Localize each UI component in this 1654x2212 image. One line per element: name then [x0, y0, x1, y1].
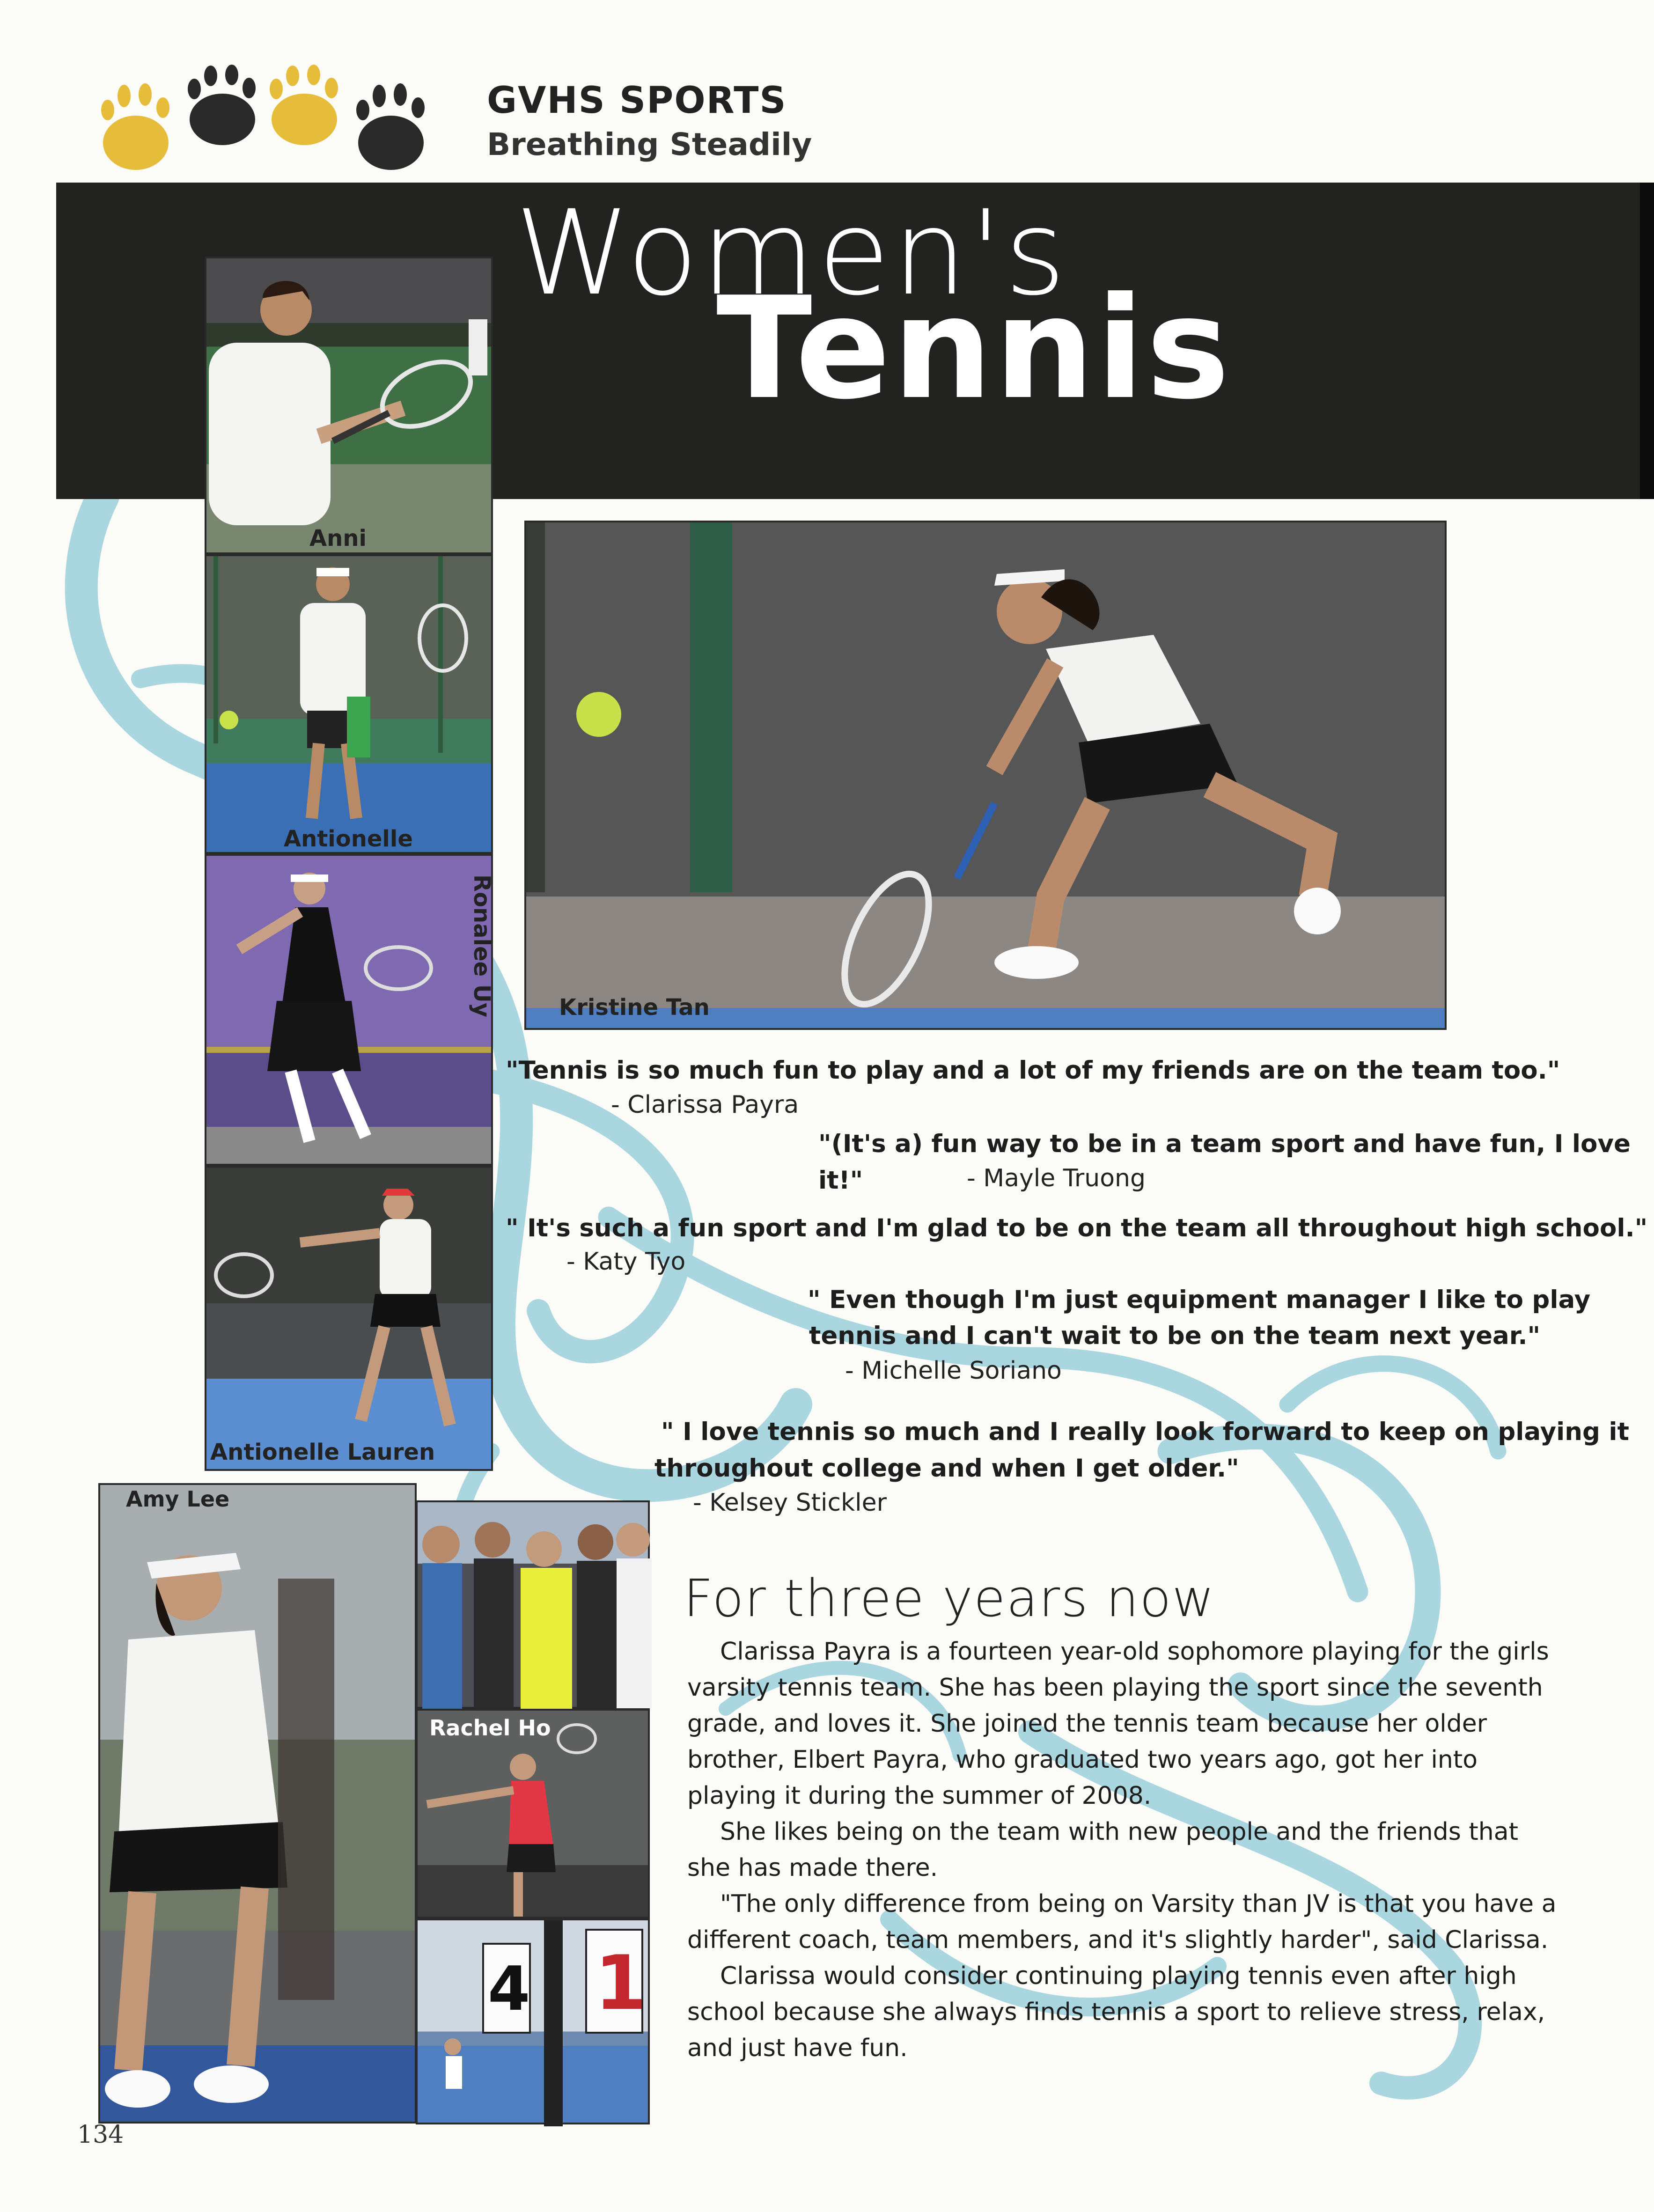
photo-caption: Rachel Ho: [429, 1715, 551, 1741]
page-spine: [1640, 183, 1654, 499]
quote-text: " Even though I'm just equipment manager I like to play: [808, 1286, 1591, 1314]
photo-caption: Ronalee Uy: [469, 875, 495, 1018]
story-heading: For three years now: [684, 1568, 1215, 1628]
story-paragraph: She likes being on the team with new people and the friends that she has made there.: [687, 1818, 1518, 1882]
player-figure: [526, 522, 1448, 1032]
paw-icon: [270, 65, 338, 145]
story-paragraph: "The only difference from being on Varsity than JV is that you have a different coach, team members, and it's slightly harder", said Clarissa.: [687, 1890, 1557, 1954]
quote-text: " It's such a fun sport and I'm glad to be on the team all throughout high school.": [506, 1214, 1648, 1242]
quote-author: - Mayle Truong: [967, 1164, 1146, 1192]
player-figure: [206, 258, 495, 556]
photo-caption: Antionelle: [284, 826, 413, 852]
photo-antionelle-lauren: [205, 1166, 493, 1471]
paw-icon: [101, 83, 169, 170]
photo-team-group: [416, 1500, 650, 1709]
page-number: 134: [77, 2121, 124, 2149]
photo-scoreboard: [416, 1918, 650, 2124]
section-title: GVHS SPORTS: [487, 80, 787, 122]
quote-author: - Kelsey Stickler: [693, 1489, 887, 1517]
story-body: [687, 1634, 1558, 2066]
photo-caption: Antionelle Lauren: [210, 1439, 435, 1465]
page-title-line2: Tennis: [716, 267, 1232, 430]
story-paragraph: Clarissa would consider continuing playing tennis even after high school because she always finds tennis a sport to relieve stress, relax, and just have fun.: [687, 1962, 1545, 2062]
paw-prints-logo: [94, 66, 440, 183]
paw-icon: [188, 65, 256, 145]
quote-text: "Tennis is so much fun to play and a lot of my friends are on the team too.": [506, 1056, 1560, 1085]
photo-kristine-tan: [524, 521, 1447, 1030]
story-paragraph: Clarissa Payra is a fourteen year-old sophomore playing for the girls varsity tennis team. She has been playing the sport since the seventh grade, and loves it. She joined the tennis team because her older brother, Elbert Payra, who graduated two years ago, got her into playing it during the summer of 2008.: [687, 1638, 1549, 1810]
quote-author: - Katy Tyo: [566, 1248, 686, 1276]
quote-author: - Clarissa Payra: [611, 1091, 799, 1119]
quote-text: throughout college and when I get older.": [654, 1454, 1239, 1483]
photo-ronalee-uy: [205, 854, 493, 1166]
score-right: 1: [595, 1939, 647, 2027]
player-figure: [418, 1711, 652, 1920]
photo-caption: Kristine Tan: [559, 994, 710, 1021]
photo-rachel-ho: [416, 1709, 650, 1918]
quote-text: "(It's a) fun way to be in a team sport and have fun, I love it!": [818, 1130, 1631, 1195]
photo-antionelle-lauron: [205, 554, 493, 854]
page-title-line1: Women's: [515, 185, 1069, 321]
quote-text: tennis and I can't wait to be on the team next year.": [809, 1322, 1541, 1350]
photo-caption: Amy Lee: [126, 1486, 230, 1512]
player-figure: [100, 1485, 419, 2125]
player-figure: [206, 556, 495, 856]
player-figure: [206, 856, 495, 1168]
paw-icon: [356, 83, 425, 170]
photo-amy-lee: [98, 1483, 417, 2124]
quote-text: " I love tennis so much and I really look forward to keep on playing it: [661, 1418, 1629, 1446]
photo-anni-sarkisian: [205, 257, 493, 554]
section-subtitle: Breathing Steadily: [487, 126, 812, 162]
photo-caption: Anni: [309, 525, 367, 551]
team-figures: [418, 1502, 652, 1711]
player-figure: [206, 1168, 495, 1473]
quote-author: - Michelle Soriano: [845, 1357, 1062, 1385]
score-left: 4: [488, 1953, 530, 2024]
